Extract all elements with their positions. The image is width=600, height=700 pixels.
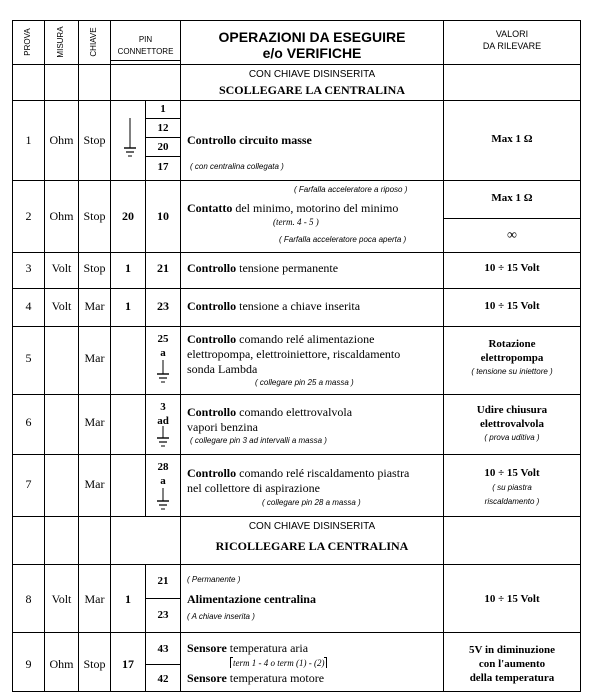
operation-text: Alimentazione centralina [187, 592, 316, 606]
prova-number: 2 [25, 209, 32, 223]
valore-line1: 5V in diminuzione [469, 644, 555, 656]
valore-note: ( prova uditiva ) [484, 433, 540, 442]
operation-rest: tensione a chiave inserita [236, 299, 361, 313]
ground-icon [157, 426, 169, 450]
chiave-value: Mar [84, 415, 105, 429]
prova-number: 4 [25, 299, 32, 313]
operation-note-top: ( Permanente ) [187, 575, 241, 584]
chiave-value: Mar [84, 592, 105, 606]
operation-note: ( collegare pin 28 a massa ) [262, 498, 361, 507]
valore-value: Max 1 Ω [491, 133, 533, 145]
operation-bold: Controllo [187, 299, 237, 313]
valore-line3: della temperatura [469, 672, 555, 684]
header-connettore: CONNETTORE [117, 47, 174, 56]
pin-1: 1 [125, 592, 131, 606]
operation-note-bottom: ( A chiave inserita ) [187, 612, 255, 621]
misura-value: Volt [51, 299, 72, 313]
pin-1: 1 [160, 103, 166, 115]
valore-value: 10 ÷ 15 Volt [484, 262, 540, 274]
pin-20: 20 [122, 209, 134, 223]
prova-number: 9 [25, 657, 32, 671]
prova-number: 6 [25, 415, 32, 429]
misura-value: Ohm [49, 133, 74, 147]
terminal-note [230, 659, 327, 668]
terminal-text: term 1 - 4 o term (1) - (2) [233, 658, 325, 668]
section-title: RICOLLEGARE LA CENTRALINA [215, 539, 409, 553]
operation-rest: comando relé alimentazione [236, 332, 375, 346]
chiave-value: Stop [83, 657, 106, 671]
prova-number: 7 [25, 477, 32, 491]
operation-line2: elettropompa, elettroiniettore, riscaldamento [187, 347, 401, 361]
operation-rest: comando relé riscaldamento piastra [236, 466, 410, 480]
operation-text [187, 262, 338, 274]
operation-text [187, 333, 374, 345]
misura-value: Ohm [49, 657, 74, 671]
pin-42: 42 [157, 673, 169, 685]
operation-bold: Controllo [187, 261, 237, 275]
valore-line2: con l'aumento [478, 658, 546, 670]
chiave-value: Mar [84, 477, 105, 491]
operation-line2: nel collettore di aspirazione [187, 481, 320, 495]
header-pin: PIN [138, 35, 153, 44]
operation-text [187, 406, 352, 418]
operation-note-top: ( Farfalla acceleratore a riposo ) [294, 185, 408, 194]
pin-43: 43 [157, 643, 169, 655]
pin-1: 1 [125, 299, 131, 313]
valore-note-2: riscaldamento ) [484, 497, 540, 506]
operation-bold: Sensore [187, 671, 227, 685]
pin-20: 20 [157, 141, 169, 153]
chiave-value: Stop [83, 261, 106, 275]
pin-12: 12 [157, 122, 169, 134]
pin-1: 1 [125, 261, 131, 275]
ground-icon [123, 118, 137, 162]
pin-10: 10 [157, 209, 169, 223]
operation-rest: temperatura aria [226, 641, 309, 655]
misura-value: Ohm [49, 209, 74, 223]
ground-icon [157, 488, 169, 514]
terminal-bracket [324, 657, 327, 668]
pin-17: 17 [122, 657, 134, 671]
operation-text [187, 467, 409, 479]
section-title: SCOLLEGARE LA CENTRALINA [218, 83, 406, 97]
operation-rest: del minimo, motorino del minimo [232, 201, 399, 215]
valore-line2: elettropompa [480, 352, 544, 364]
operation-text-1 [187, 642, 308, 654]
operation-bold: Controllo [187, 466, 237, 480]
operation-note-bottom: ( Farfalla acceleratore poca aperta ) [279, 235, 407, 244]
header-chiave: CHIAVE [89, 27, 98, 57]
header-da-rilevare: DA RILEVARE [482, 41, 542, 51]
operation-bold: Controllo [187, 332, 237, 346]
chiave-value: Mar [84, 351, 105, 365]
operation-rest: temperatura motore [226, 671, 325, 685]
operation-line3: sonda Lambda [187, 362, 258, 376]
pin-17: 17 [157, 161, 169, 173]
misura-value: Volt [51, 592, 72, 606]
valore-top: Max 1 Ω [491, 192, 533, 204]
header-prova: PROVA [23, 28, 32, 56]
pin-23: 23 [157, 299, 169, 313]
pin-25: 25 [157, 333, 169, 345]
valore-value: 10 ÷ 15 Volt [484, 467, 540, 479]
terminal-note: (term. 4 - 5 ) [273, 217, 319, 227]
operation-note: ( collegare pin 25 a massa ) [255, 378, 354, 387]
infinity-symbol: ∞ [507, 228, 517, 243]
header-valori: VALORI [495, 29, 529, 39]
operation-bold: Contatto [187, 201, 233, 215]
pin-sub: a [160, 347, 166, 359]
chiave-value: Mar [84, 299, 105, 313]
pin-3: 3 [160, 401, 166, 413]
prova-number: 3 [25, 261, 32, 275]
pin-23: 23 [157, 609, 169, 621]
chiave-value: Stop [83, 133, 106, 147]
pin-21: 21 [157, 575, 169, 587]
prova-number: 1 [25, 133, 32, 147]
operation-note: ( con centralina collegata ) [190, 162, 284, 171]
valore-note: ( tensione su iniettore ) [471, 367, 553, 376]
ground-icon [157, 360, 169, 386]
operation-line2: vapori benzina [187, 420, 258, 434]
valore-line1: Rotazione [488, 338, 536, 350]
operation-text: Controllo circuito masse [187, 133, 312, 147]
valore-value: 10 ÷ 15 Volt [484, 593, 540, 605]
operation-rest: tensione permanente [236, 261, 339, 275]
operation-text [187, 202, 398, 214]
operation-bold: Sensore [187, 641, 227, 655]
prova-number: 5 [25, 351, 32, 365]
valore-line1: Udire chiusura [476, 404, 548, 416]
misura-value: Volt [51, 261, 72, 275]
operation-text-2 [187, 672, 324, 684]
valore-note-1: ( su piastra [492, 483, 532, 492]
pin-28: 28 [157, 461, 169, 473]
header-misura: MISURA [56, 26, 65, 58]
pin-21: 21 [157, 261, 169, 275]
header-operazioni: OPERAZIONI DA ESEGUIRE [218, 29, 406, 45]
operation-rest: comando elettrovalvola [236, 405, 353, 419]
operation-bold: Controllo [187, 405, 237, 419]
chiave-value: Stop [83, 209, 106, 223]
section-label: CON CHIAVE DISINSERITA [248, 521, 376, 532]
pin-sub: ad [157, 415, 169, 427]
header-verifiche: e/o VERIFICHE [262, 45, 362, 61]
prova-number: 8 [25, 592, 32, 606]
valore-line2: elettrovalvola [480, 418, 544, 430]
pin-sub: a [160, 475, 166, 487]
section-label: CON CHIAVE DISINSERITA [248, 69, 376, 80]
operation-note: ( collegare pin 3 ad intervalli a massa ) [190, 436, 327, 445]
valore-value: 10 ÷ 15 Volt [484, 300, 540, 312]
operation-text [187, 300, 360, 312]
